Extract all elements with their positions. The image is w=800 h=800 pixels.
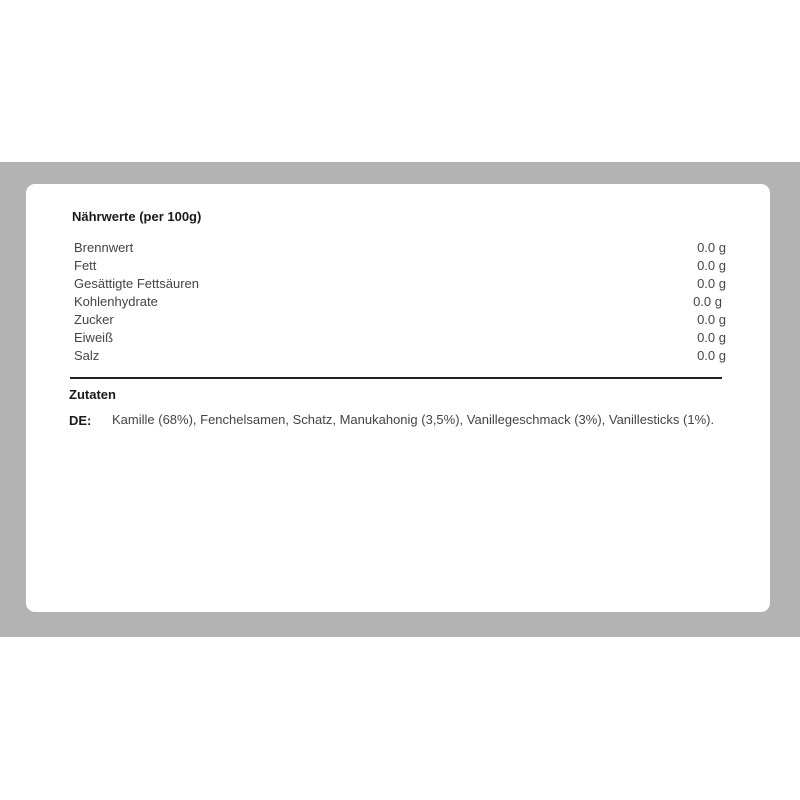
nutrition-value: 0.0 g — [697, 312, 726, 327]
nutrition-value: 0.0 g — [697, 348, 726, 363]
nutrition-label: Zucker — [74, 312, 114, 327]
nutrition-label: Fett — [74, 258, 97, 273]
nutrition-label: Salz — [74, 348, 100, 363]
nutrition-value: 0.0 g — [693, 294, 722, 309]
nutrition-value: 0.0 g — [697, 330, 726, 345]
ingredients-text: Kamille (68%), Fenchelsamen, Schatz, Manukahonig (3,5%), Vanillegeschmack (3%), Vanillesticks (1%). — [112, 412, 715, 427]
nutrition-row-fett — [74, 257, 726, 275]
nutrition-row-eiweiss — [74, 329, 726, 347]
ingredients-language-code: DE: — [69, 413, 92, 428]
nutrition-value: 0.0 g — [697, 276, 726, 291]
ingredients-title: Zutaten — [69, 387, 116, 402]
nutrition-label: Eiweiß — [74, 330, 114, 345]
nutrition-row-gesaettigte-fettsaeuren — [74, 275, 726, 293]
nutrition-row-zucker — [74, 311, 726, 329]
nutrition-label: Brennwert — [74, 240, 134, 255]
nutrition-row-salz — [74, 347, 726, 365]
nutrition-row-kohlenhydrate — [74, 293, 726, 311]
nutrition-value: 0.0 g — [697, 240, 726, 255]
label-card — [26, 184, 770, 612]
nutrition-row-brennwert — [74, 239, 726, 257]
nutrition-table — [74, 239, 726, 365]
nutrition-label: Gesättigte Fettsäuren — [74, 276, 200, 291]
nutrition-title: Nährwerte (per 100g) — [72, 209, 202, 224]
nutrition-value: 0.0 g — [697, 258, 726, 273]
nutrition-label: Kohlenhydrate — [74, 294, 158, 309]
section-divider — [70, 377, 722, 379]
